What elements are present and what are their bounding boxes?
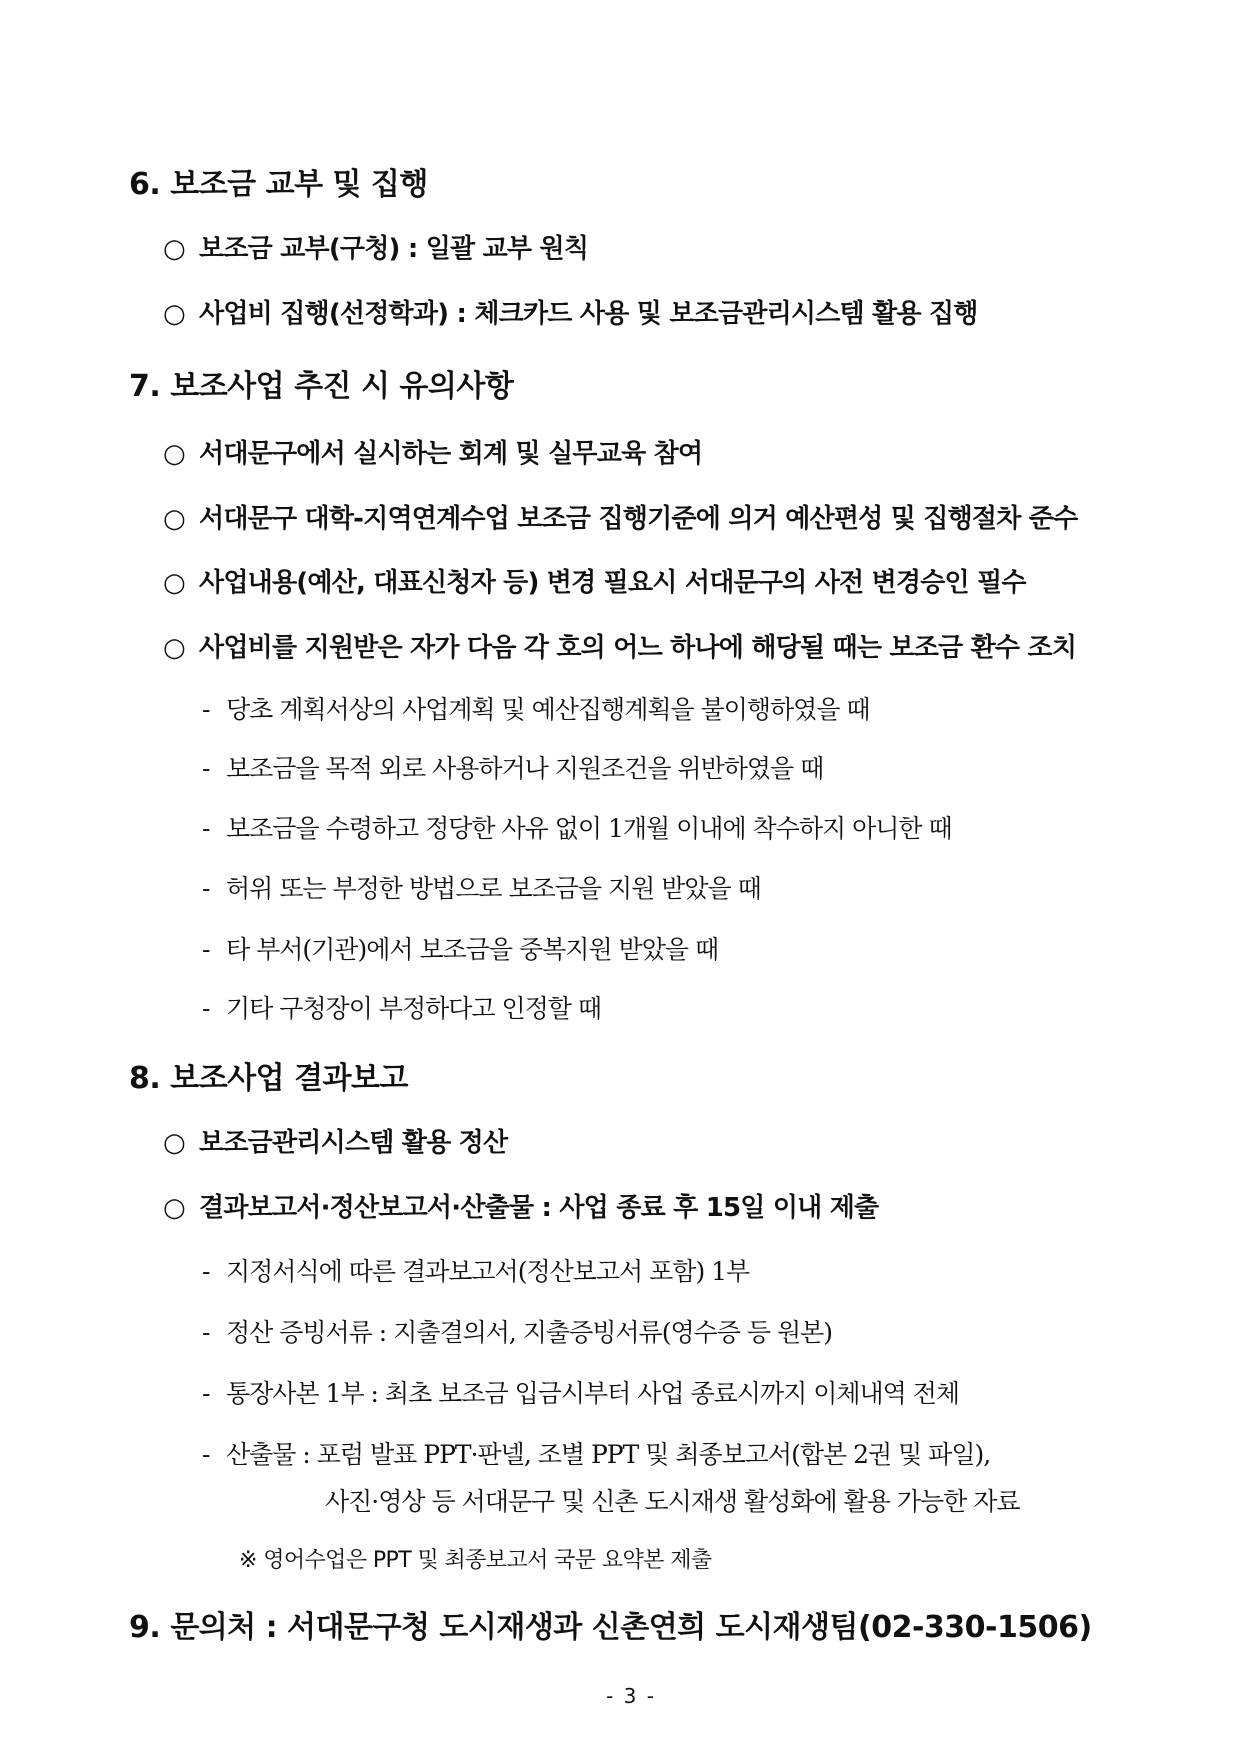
bullet-text: 사업비 집행(선정학과) : 체크카드 사용 및 보조금관리시스템 활용 집행 [199,299,978,329]
section-7-sub-item-2 [202,754,823,784]
dash-marker: - [202,695,210,724]
section-8-sub-item-1 [202,1257,749,1287]
english-class-note: ※ 영어수업은 PPT 및 최종보고서 국문 요약본 제출 [239,1548,712,1573]
sub-item-text: 타 부서(기관)에서 보조금을 중복지원 받았을 때 [226,935,719,964]
bullet-marker: ○ [163,299,185,329]
bullet-marker: ○ [163,1128,185,1158]
sub-item-text: 통장사본 1부 : 최초 보조금 입금시부터 사업 종료시까지 이체내역 전체 [226,1379,960,1408]
sub-item-text: 산출물 : 포럼 발표 PPT·판넬, 조별 PPT 및 최종보고서(합본 2권 및 파일), [226,1440,991,1469]
section-9-contact-heading: 9. 문의처 : 서대문구청 도시재생과 신촌연희 도시재생팀(02-330-1506) [129,1610,1092,1645]
bullet-marker: ○ [163,568,185,598]
section-8-sub-item-4 [202,1440,990,1470]
section-7-sub-item-5 [202,935,718,965]
dash-marker: - [202,874,210,903]
bullet-text: 보조금관리시스템 활용 정산 [199,1128,508,1158]
section-8-heading: 8. 보조사업 결과보고 [129,1061,408,1096]
section-7-bullet-4 [163,632,1076,664]
section-7-bullet-2 [163,503,1077,535]
bullet-marker: ○ [163,633,185,663]
sub-item-text: 기타 구청장이 부정하다고 인정할 때 [226,994,602,1023]
bullet-text: 결과보고서·정산보고서·산출물 : 사업 종료 후 15일 이내 제출 [199,1193,879,1223]
page-number: - 3 - [606,1684,656,1708]
sub-item-text: 허위 또는 부정한 방법으로 보조금을 지원 받았을 때 [226,874,761,903]
bullet-marker: ○ [163,1193,185,1223]
bullet-marker: ○ [163,234,185,264]
section-8-sub-item-3 [202,1379,959,1409]
dash-marker: - [202,1379,210,1408]
section-8-bullet-2 [163,1192,878,1224]
sub-item-text: 보조금을 수령하고 정당한 사유 없이 1개월 이내에 착수하지 아니한 때 [226,814,952,843]
dash-marker: - [202,1440,210,1469]
section-6-bullet-1 [163,233,588,265]
bullet-marker: ○ [163,439,185,469]
sub-item-text: 보조금을 목적 외로 사용하거나 지원조건을 위반하였을 때 [226,754,824,783]
dash-marker: - [202,1257,210,1286]
section-6-heading: 6. 보조금 교부 및 집행 [129,167,428,202]
section-7-heading: 7. 보조사업 추진 시 유의사항 [129,369,514,404]
sub-item-text: 지정서식에 따른 결과보고서(정산보고서 포함) 1부 [226,1257,750,1286]
dash-marker: - [202,754,210,783]
section-8-sub-item-4-continuation: 사진·영상 등 서대문구 및 신촌 도시재생 활성화에 활용 가능한 자료 [325,1487,1020,1516]
section-7-bullet-3 [163,567,1026,599]
section-7-sub-item-1 [202,695,870,725]
section-8-bullet-1 [163,1127,507,1159]
dash-marker: - [202,1318,210,1347]
dash-marker: - [202,994,210,1023]
section-7-sub-item-6 [202,994,601,1024]
dash-marker: - [202,814,210,843]
bullet-text: 서대문구에서 실시하는 회계 및 실무교육 참여 [199,439,703,469]
bullet-text: 서대문구 대학-지역연계수업 보조금 집행기준에 의거 예산편성 및 집행절차 준수 [199,504,1078,534]
section-7-bullet-1 [163,438,702,470]
bullet-text: 사업비를 지원받은 자가 다음 각 호의 어느 하나에 해당될 때는 보조금 환수 조치 [199,633,1077,663]
section-8-sub-item-2 [202,1318,832,1348]
dash-marker: - [202,935,210,964]
section-6-bullet-2 [163,298,978,330]
section-7-sub-item-4 [202,874,761,904]
bullet-marker: ○ [163,504,185,534]
bullet-text: 사업내용(예산, 대표신청자 등) 변경 필요시 서대문구의 사전 변경승인 필수 [199,568,1026,598]
sub-item-text: 정산 증빙서류 : 지출결의서, 지출증빙서류(영수증 등 원본) [226,1318,833,1347]
sub-item-text: 당초 계획서상의 사업계획 및 예산집행계획을 불이행하였을 때 [226,695,870,724]
section-7-sub-item-3 [202,814,952,844]
bullet-text: 보조금 교부(구청) : 일괄 교부 원칙 [199,234,589,264]
